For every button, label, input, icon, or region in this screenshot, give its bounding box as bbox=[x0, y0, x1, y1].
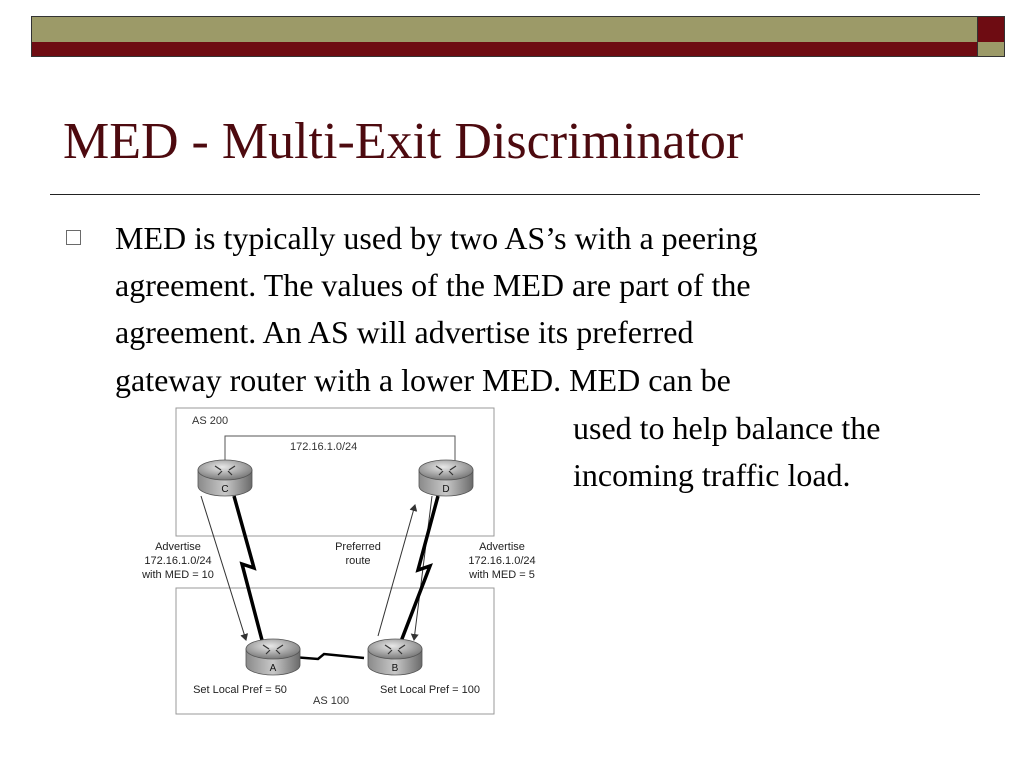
slide-title: MED - Multi-Exit Discriminator bbox=[63, 113, 744, 170]
advertise-left-line-3: with MED = 10 bbox=[142, 569, 214, 581]
as100-label: AS 100 bbox=[313, 695, 350, 707]
router-d-label: D bbox=[442, 484, 450, 495]
header-bar-outline bbox=[31, 16, 1005, 57]
bgp-med-diagram bbox=[128, 400, 548, 720]
preferred-route-line-2: route bbox=[345, 555, 371, 567]
bullet-line-6: incoming traffic load. bbox=[573, 457, 851, 493]
preferred-route-line-1: Preferred bbox=[335, 541, 381, 553]
bullet-line-4: gateway router with a lower MED. MED can be bbox=[115, 362, 731, 398]
bullet-line-1: MED is typically used by two AS’s with a peering bbox=[115, 220, 758, 256]
as200-label: AS 200 bbox=[192, 415, 229, 427]
advertise-left-line-2: 172.16.1.0/24 bbox=[144, 555, 212, 567]
router-c-label: C bbox=[221, 484, 229, 495]
router-b-label: B bbox=[391, 663, 399, 674]
bullet-line-2: agreement. The values of the MED are part of the bbox=[115, 267, 751, 303]
advertise-left-line-1: Advertise bbox=[155, 541, 201, 553]
advertise-right-line-3: with MED = 5 bbox=[469, 569, 535, 581]
local-pref-b-label: Set Local Pref = 100 bbox=[380, 684, 480, 696]
bullet-line-3: agreement. An AS will advertise its preferred bbox=[115, 314, 694, 350]
advertise-right-line-1: Advertise bbox=[479, 541, 525, 553]
network-label: 172.16.1.0/24 bbox=[290, 441, 358, 453]
router-a-label: A bbox=[269, 663, 277, 674]
advertise-right-line-2: 172.16.1.0/24 bbox=[468, 555, 536, 567]
bullet-line-5: used to help balance the bbox=[573, 410, 881, 446]
title-divider bbox=[50, 194, 980, 195]
local-pref-a-label: Set Local Pref = 50 bbox=[193, 684, 287, 696]
bullet-square-icon bbox=[66, 230, 81, 245]
